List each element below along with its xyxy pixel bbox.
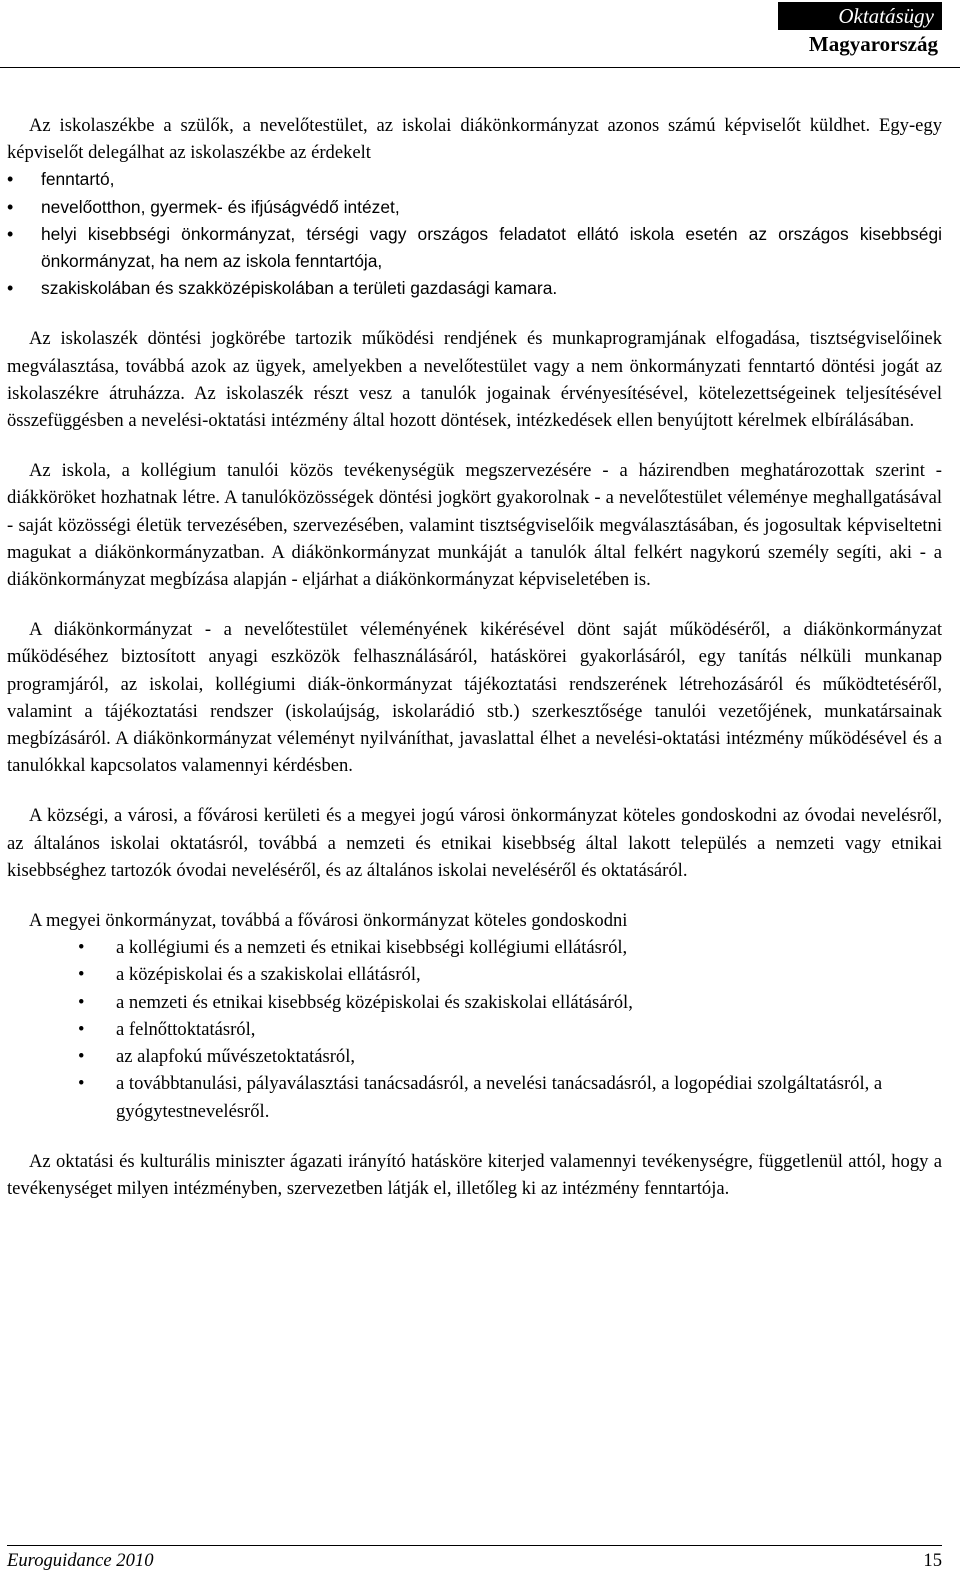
duties-list-item: • a felnőttoktatásról,	[7, 1016, 942, 1043]
header-rule	[0, 67, 960, 68]
duties-list-item: • az alapfokú művészetoktatásról,	[7, 1043, 942, 1070]
footer-rule	[7, 1545, 942, 1546]
delegates-list-item: • nevelőotthon, gyermek- és ifjúságvédő intézet,	[7, 194, 942, 221]
delegates-list-item: • szakiskolában és szakközépiskolában a területi gazdasági kamara.	[7, 275, 942, 302]
running-header	[778, 2, 942, 59]
header-subtitle: Magyarország	[808, 32, 938, 56]
document-body	[7, 112, 942, 1202]
section1-intro: Az iskolaszékbe a szülők, a nevelőtestület, az iskolai diákönkormányzat azonos számú képviselőt küldhet. Egy-egy képviselőt delegálhat az iskolaszékbe az érdekelt	[7, 115, 942, 164]
delegates-list-item: • helyi kisebbségi önkormányzat, térségi vagy országos feladatot ellátó iskola esetén az országos kisebbségi önkormányzat, ha nem az iskola fenntartója,	[7, 221, 942, 275]
paragraph: A községi, a városi, a fővárosi kerületi és a megyei jogú városi önkormányzat köteles gondoskodni az óvodai nevelésről, az általános iskolai oktatásról, továbbá a nemzeti és etnikai kisebbség által lakott település a nemzeti vagy etnikai kisebbséghez tartozók óvodai neveléséről, és az általános iskolai neveléséről és oktatásáról.	[7, 805, 942, 881]
duties-list	[7, 934, 942, 1124]
header-title: Oktatásügy	[778, 2, 942, 30]
footer-source: Euroguidance 2010	[7, 1550, 154, 1571]
running-footer	[7, 1545, 942, 1573]
page-number: 15	[923, 1550, 942, 1571]
paragraph: Az iskola, a kollégium tanulói közös tevékenységük megszervezésére - a házirendben meghatározottak szerint - diákköröket hozhatnak létre. A tanulóközösségek döntési jogkört gyakorolnak - a nevelőtestület véleménye meghallgatásával - saját közösségi életük tervezésében, szervezésében, valamint tisztségviselőik megválasztásában, és jogosultak képviseltetni magukat a diákönkormányzatban. A diákönkormányzat munkáját a tanulók által felkért nagykorú személy segíti, aki - a diákönkormányzat megbízása alapján - eljárhat a diákönkormányzat képviseletében is.	[7, 460, 942, 591]
section2-intro: A megyei önkormányzat, továbbá a fővárosi önkormányzat köteles gondoskodni	[29, 910, 628, 932]
duties-list-item: • a továbbtanulási, pályaválasztási tanácsadásról, a nevelési tanácsadásról, a logopédiai szolgáltatásról, a gyógytestnevelésről.	[7, 1070, 942, 1124]
closing-paragraph: Az oktatási és kulturális miniszter ágazati irányító hatásköre kiterjed valamennyi tevékenységre, függetlenül attól, hogy a tevékenységet milyen intézményben, szervezetben látják el, illetőleg ki az intézmény fenntartója.	[7, 1150, 942, 1199]
duties-list-item: • a nemzeti és etnikai kisebbség középiskolai és szakiskolai ellátásáról,	[7, 989, 942, 1016]
delegates-list-item: • fenntartó,	[7, 166, 942, 193]
duties-list-item: • a középiskolai és a szakiskolai ellátásról,	[7, 961, 942, 988]
duties-list-item: • a kollégiumi és a nemzeti és etnikai kisebbségi kollégiumi ellátásról,	[7, 934, 942, 961]
paragraph: A diákönkormányzat - a nevelőtestület véleményének kikérésével dönt saját működéséről, a diákönkormányzat működéséhez biztosított anyagi eszközök felhasználásáról, hatáskörei gyakorlásáról, egy tanítás nélküli munkanap programjáról, az iskolai, kollégiumi diák-önkormányzat tájékoztatási rendszerének létrehozásáról és működtetéséről, valamint a tájékoztatási rendszer (iskolaújság, iskolarádió stb.) szerkesztősége tanulói vezetőjének, munkatársainak megbízásáról. A diákönkormányzat véleményt nyilváníthat, javaslattal élhet a nevelési-oktatási intézmény működésével és a tanulókkal kapcsolatos valamennyi kérdésben.	[7, 619, 942, 777]
paragraph: Az iskolaszék döntési jogkörébe tartozik működési rendjének és munkaprogramjának elfogadása, tisztségviselőinek megválasztása, továbbá azok az ügyek, amelyekben a nevelőtestület vagy a nem önkormányzati fenntartó döntési jogát az iskolaszékre átruházza. Az iskolaszék részt vesz a tanulók jogainak érvényesítésével, kötelezettségeinek teljesítésével összefüggésben a nevelési-oktatási intézmény által hozott döntések, intézkedések ellen benyújtott kérelmek elbírálásában.	[7, 328, 942, 432]
delegates-list	[7, 166, 942, 302]
